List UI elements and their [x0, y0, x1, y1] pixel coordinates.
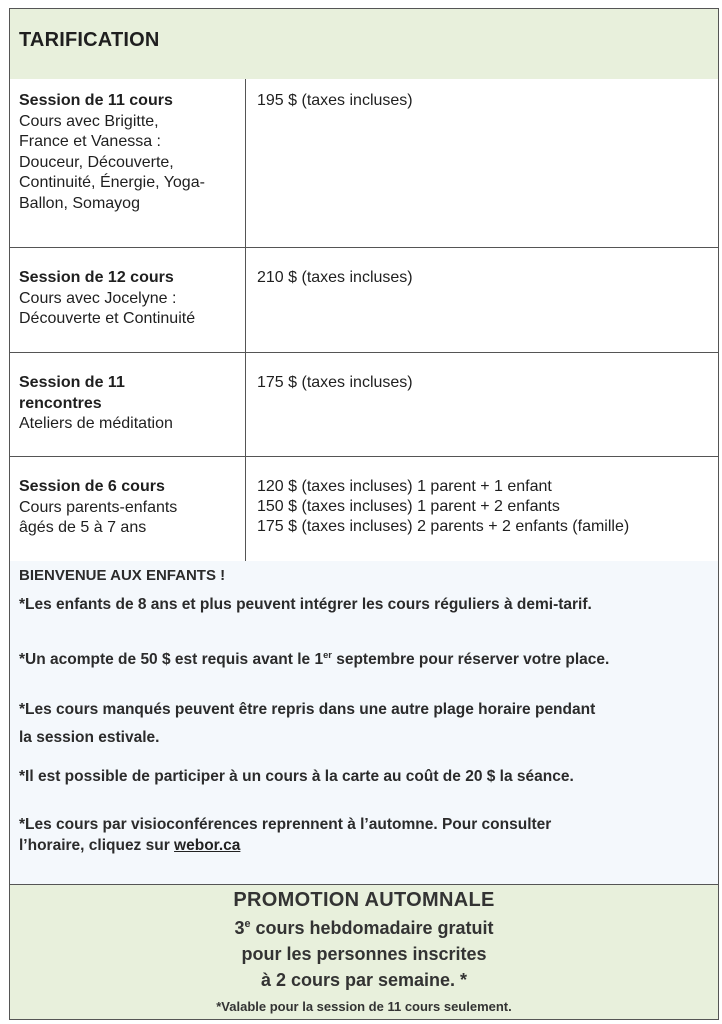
webor-link[interactable]: webor.ca: [174, 837, 241, 854]
note-deposit-sup: er: [323, 649, 332, 660]
session-desc-line: Cours avec Brigitte,: [19, 112, 159, 130]
session-title-line: Session de 11: [19, 374, 125, 391]
session-desc-line: Ateliers de méditation: [19, 415, 173, 432]
page-title: TARIFICATION: [19, 29, 160, 51]
session-desc-line: Douceur, Découverte,: [19, 153, 174, 171]
price-cell: [247, 79, 718, 247]
pricing-row: [9, 353, 719, 457]
price-line: 195 $ (taxes incluses): [257, 92, 413, 109]
note-visio-line: *Les cours par visioconférences reprennent à l’automne. Pour consulter: [19, 816, 552, 833]
note-deposit: [19, 650, 609, 670]
promo-footnote: *Valable pour la session de 11 cours seulement.: [216, 999, 512, 1014]
promo-line: pour les personnes inscrites: [241, 944, 487, 964]
session-desc-line: France et Vanessa :: [19, 133, 161, 150]
session-title: Session de 11 cours: [19, 92, 173, 109]
notes-section: [9, 561, 719, 885]
tarification-header: [9, 8, 719, 80]
session-cell: [10, 79, 246, 247]
note-visio-line: [19, 836, 240, 856]
price-line: 150 $ (taxes incluses) 1 parent + 2 enfants: [257, 498, 560, 515]
promo-sup: e: [244, 918, 251, 930]
note-missed-line: *Les cours manqués peuvent être repris dans une autre plage horaire pendant: [19, 701, 596, 718]
promo-title: PROMOTION AUTOMNALE: [233, 889, 495, 911]
note-deposit-text: *Un acompte de 50 $ est requis avant le 1: [19, 651, 324, 668]
session-title-line: rencontres: [19, 394, 102, 412]
promo-line: à 2 cours par semaine. *: [260, 970, 468, 990]
session-desc-line: Ballon, Somayog: [19, 194, 140, 212]
pricing-row: [9, 248, 719, 353]
promo-line-text: cours hebdomadaire gratuit: [250, 918, 494, 938]
session-cell: [10, 248, 246, 352]
price-line: 175 $ (taxes incluses): [257, 374, 413, 391]
price-line: 210 $ (taxes incluses): [257, 269, 413, 286]
session-desc-line: Cours avec Jocelyne :: [19, 289, 177, 307]
pricing-sheet: [9, 8, 719, 1020]
price-cell: [247, 457, 718, 561]
session-desc-line: âgés de 5 à 7 ans: [19, 519, 147, 536]
note-deposit-text-end: septembre pour réserver votre place.: [331, 651, 610, 668]
pricing-row: [9, 457, 719, 562]
price-cell: [247, 353, 718, 456]
session-desc-line: Découverte et Continuité: [19, 310, 196, 327]
note-missed-line: la session estivale.: [19, 729, 160, 746]
price-line: 120 $ (taxes incluses) 1 parent + 1 enfant: [257, 478, 552, 495]
session-desc-line: Continuité, Énergie, Yoga-: [19, 174, 205, 191]
session-cell: [10, 353, 246, 456]
price-cell: [247, 248, 718, 352]
session-desc-line: Cours parents-enfants: [19, 498, 178, 516]
note-carte: *Il est possible de participer à un cours à la carte au coût de 20 $ la séance.: [19, 768, 574, 785]
promo-number: 3: [234, 918, 245, 938]
note-visio-text: l’horaire, cliquez sur: [19, 837, 175, 854]
session-cell: [10, 457, 246, 561]
note-kids: *Les enfants de 8 ans et plus peuvent intégrer les cours réguliers à demi-tarif.: [19, 596, 592, 613]
notes-heading: BIENVENUE AUX ENFANTS !: [19, 567, 226, 584]
price-line: 175 $ (taxes incluses) 2 parents + 2 enfants (famille): [257, 518, 630, 535]
pricing-row: [9, 79, 719, 248]
session-title: Session de 12 cours: [19, 269, 174, 286]
promotion-box: [9, 884, 719, 1020]
promo-line: [10, 918, 718, 939]
session-title: Session de 6 cours: [19, 478, 165, 495]
